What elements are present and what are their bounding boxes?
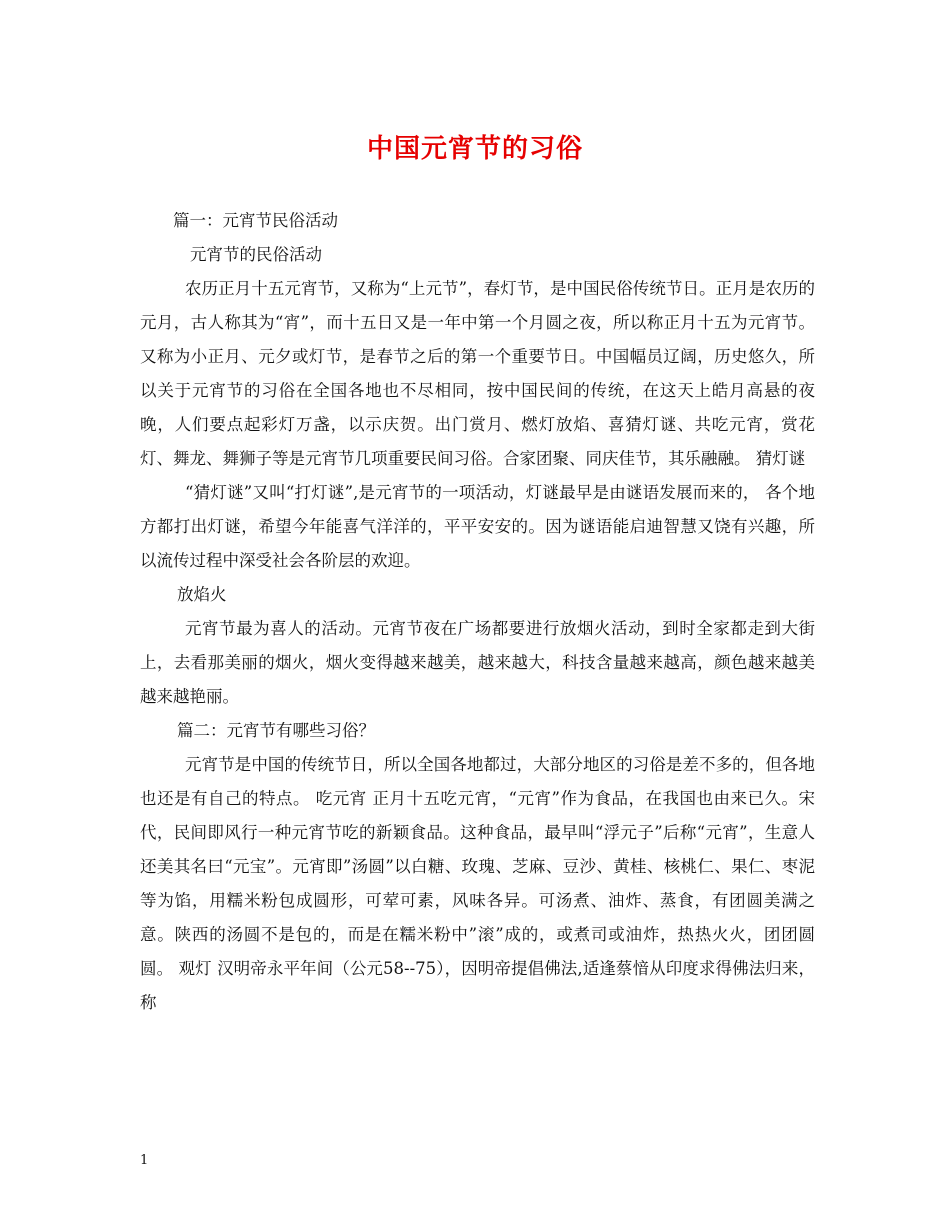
paragraph-lantern-riddles: “猜灯谜”又叫“打灯谜”,是元宵节的一项活动，灯谜最早是由谜语发展而来的， 各个地方都打出灯谜，希望今年能喜气洋洋的，平平安安的。因为谜语能启迪智慧又饶有兴趣，所以流传过程中深受社会各阶层的欢迎。 [140, 483, 815, 570]
paragraph-customs: 元宵节是中国的传统节日，所以全国各地都过，大部分地区的习俗是差不多的，但各地也还是有自己的特点。 吃元宵 正月十五吃元宵，“元宵”作为食品，在我国也由来已久。宋代，民间即风行一种元宵节吃的新颖食品。这种食品，最早叫“浮元子”后称“元宵”，生意人还美其名曰“元宝”。元宵即”汤圆”以白糖、玫瑰、芝麻、豆沙、黄桂、核桃仁、果仁、枣泥等为馅，用糯米粉包成圆形，可荤可素，风味各异。可汤煮、油炸、蒸食，有团圆美满之意。陕西的汤圆不是包的，而是在糯米粉中”滚”成的，或煮司或油炸，热热火火，团团圆圆。 观灯 汉明帝永平年间（公元58--75），因明帝提倡佛法,适逢蔡愔从印度求得佛法归来，称 [140, 755, 815, 1012]
page-number: 1 [140, 1153, 149, 1168]
document-body [140, 204, 815, 1020]
paragraph-intro: 农历正月十五元宵节，又称为“上元节”，春灯节，是中国民俗传统节日。正月是农历的元月，古人称其为“宵”，而十五日又是一年中第一个月圆之夜，所以称正月十五为元宵节。又称为小正月、元夕或灯节，是春节之后的第一个重要节日。中国幅员辽阔，历史悠久，所以关于元宵节的习俗在全国各地也不尽相同，按中国民间的传统，在这天上皓月高悬的夜晚，人们要点起彩灯万盏，以示庆贺。出门赏月、燃灯放焰、喜猜灯谜、共吃元宵，赏花灯、舞龙、舞狮子等是元宵节几项重要民间习俗。合家团聚、同庆佳节，其乐融融。 猜灯谜 [140, 279, 815, 468]
section-heading-1: 篇一：元宵节民俗活动 [173, 211, 338, 230]
subheading-fireworks: 放焰火 [177, 585, 227, 604]
section-heading-2: 篇二：元宵节有哪些习俗？ [177, 721, 375, 740]
paragraph-fireworks: 元宵节最为喜人的活动。元宵节夜在广场都要进行放烟火活动，到时全家都走到大街上，去看那美丽的烟火，烟火变得越来越美，越来越大，科技含量越来越高，颜色越来越美越来越艳丽。 [140, 619, 815, 706]
subheading-folk-activities: 元宵节的民俗活动 [190, 245, 322, 264]
document-title: 中国元宵节的习俗 [366, 134, 583, 164]
